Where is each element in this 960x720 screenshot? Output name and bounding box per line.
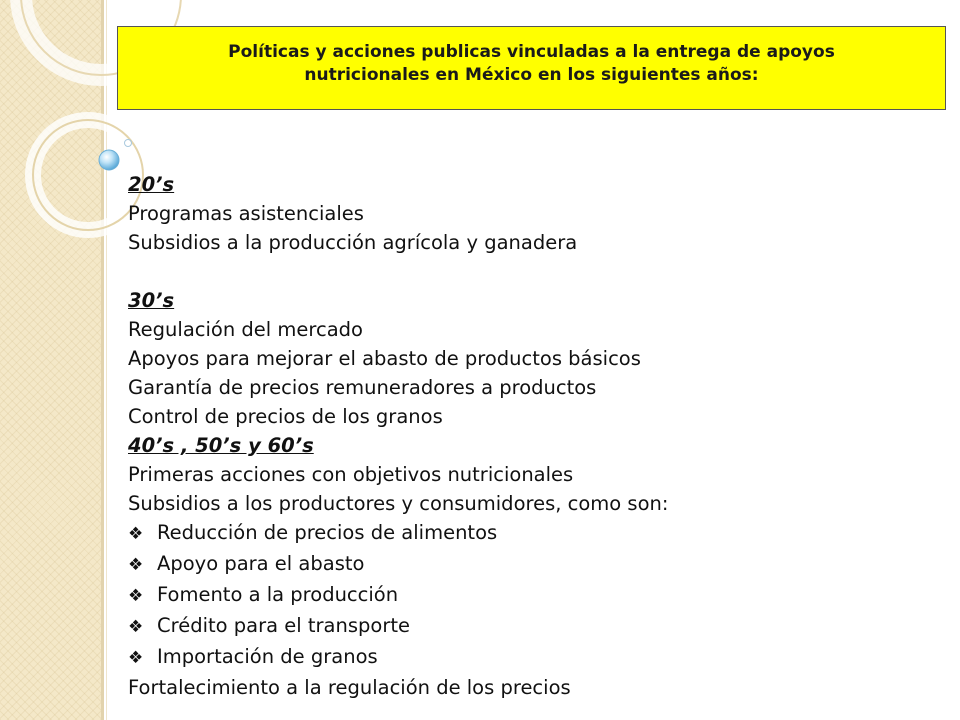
body-line: Subsidios a los productores y consumidores, como son: bbox=[128, 492, 669, 515]
bullet-text: Crédito para el transporte bbox=[157, 614, 410, 637]
bullet-item bbox=[128, 580, 928, 611]
section-heading-40s-50s-60s: 40’s , 50’s y 60’s bbox=[128, 434, 314, 457]
bullet-item bbox=[128, 518, 928, 549]
diamond-bullet-icon: ❖ bbox=[128, 555, 144, 575]
bullet-item bbox=[128, 611, 928, 642]
side-band-border-inner bbox=[106, 0, 107, 720]
diamond-bullet-icon: ❖ bbox=[128, 648, 144, 668]
diamond-bullet-icon: ❖ bbox=[128, 617, 144, 637]
body-line: Garantía de precios remuneradores a productos bbox=[128, 376, 597, 399]
section-heading-20s: 20’s bbox=[128, 173, 175, 196]
body-line: Fortalecimiento a la regulación de los precios bbox=[128, 676, 571, 699]
bullet-text: Fomento a la producción bbox=[157, 583, 399, 606]
diamond-bullet-icon: ❖ bbox=[128, 586, 144, 606]
bullet-text: Importación de granos bbox=[157, 645, 378, 668]
slide-body bbox=[128, 170, 928, 702]
decorative-side-band bbox=[0, 0, 101, 720]
side-band-border bbox=[101, 0, 104, 720]
blank-line bbox=[128, 257, 928, 286]
body-line: Programas asistenciales bbox=[128, 202, 364, 225]
bullet-text: Reducción de precios de alimentos bbox=[157, 521, 498, 544]
body-line: Subsidios a la producción agrícola y ganadera bbox=[128, 231, 578, 254]
section-heading-30s: 30’s bbox=[128, 289, 175, 312]
bullet-item bbox=[128, 642, 928, 673]
slide-title: Políticas y acciones publicas vinculadas a la entrega de apoyos nutricionales en México en los siguientes años: bbox=[228, 42, 835, 85]
body-line: Regulación del mercado bbox=[128, 318, 363, 341]
body-line: Primeras acciones con objetivos nutricionales bbox=[128, 463, 574, 486]
bullet-item bbox=[128, 549, 928, 580]
diamond-bullet-icon: ❖ bbox=[128, 524, 144, 544]
bullet-text: Apoyo para el abasto bbox=[157, 552, 365, 575]
body-line: Apoyos para mejorar el abasto de productos básicos bbox=[128, 347, 641, 370]
body-line: Control de precios de los granos bbox=[128, 405, 443, 428]
title-box bbox=[117, 26, 946, 110]
small-orb-icon bbox=[125, 140, 132, 147]
